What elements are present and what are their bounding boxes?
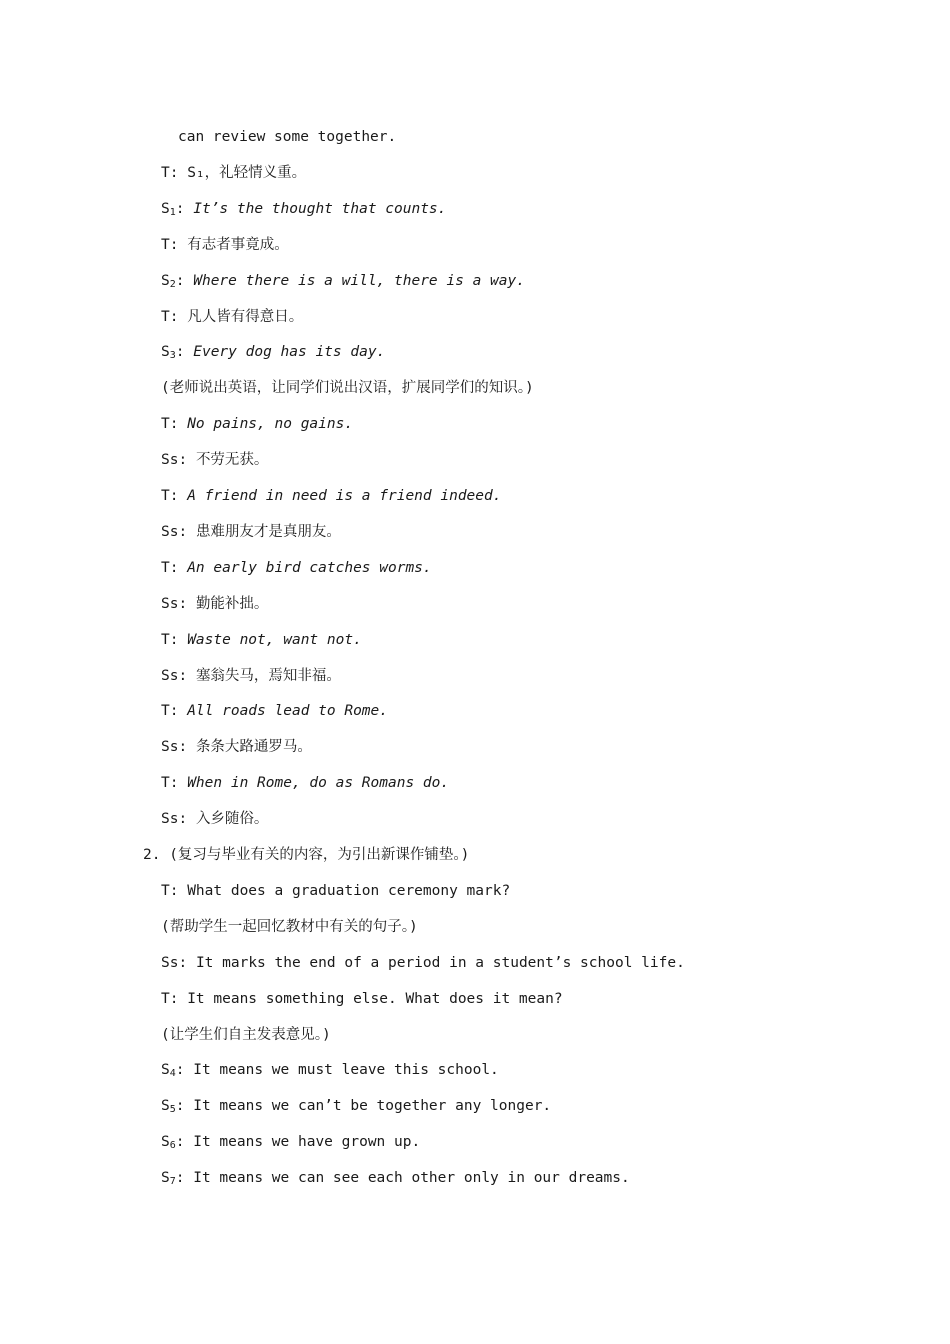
speaker-separator: : [178, 452, 196, 469]
speaker-label: T [161, 308, 170, 325]
line-text: An early bird catches worms. [187, 559, 432, 576]
line-text: (帮助学生一起回忆教材中有关的句子。) [161, 918, 418, 935]
line-text: 条条大路通罗马。 [195, 739, 312, 756]
line-text: Every dog has its day. [193, 344, 386, 361]
speaker-separator: : [169, 416, 188, 433]
speaker-label: T [161, 488, 170, 504]
line-text: Where there is a will, there is a way. [193, 272, 525, 289]
dialogue-line [161, 989, 563, 1009]
speaker-label: T [161, 703, 170, 720]
dialogue-line [161, 342, 385, 362]
line-text: S₁，礼轻情义重。 [187, 164, 307, 181]
speaker-label: Ss [161, 739, 179, 756]
speaker-label: T [161, 775, 170, 792]
dialogue-line [161, 235, 289, 255]
speaker-separator: : [169, 631, 188, 648]
line-text: 入乡随俗。 [195, 811, 269, 828]
dialogue-line [161, 881, 510, 901]
speaker-label: T [161, 416, 170, 433]
line-text: 不劳无获。 [195, 452, 269, 469]
dialogue-line [161, 701, 388, 721]
line-text: (让学生们自主发表意见。) [161, 1026, 331, 1043]
speaker-label: T [161, 559, 170, 576]
speaker-separator: : [169, 164, 188, 181]
speaker-label: S [161, 272, 170, 289]
speaker-label: S [161, 1098, 170, 1115]
line-text: It means we can’t be together any longer. [193, 1098, 552, 1115]
speaker-number: 3 [169, 350, 176, 362]
line-text: A friend in need is a friend indeed. [187, 488, 502, 504]
line-text: can review some together. [178, 129, 397, 145]
line-text: It’s the thought that counts. [193, 200, 447, 217]
dialogue-line [161, 414, 353, 434]
speaker-number: 4 [169, 1068, 176, 1080]
teacher-note-line [161, 1025, 331, 1045]
speaker-separator: : [169, 775, 188, 792]
dialogue-line [161, 486, 501, 506]
speaker-separator: : [175, 1170, 194, 1187]
dialogue-line [161, 953, 685, 973]
speaker-label: T [161, 236, 170, 253]
speaker-label: Ss [161, 523, 179, 540]
speaker-number: 7 [169, 1176, 176, 1188]
speaker-label: Ss [161, 811, 179, 828]
line-text: Waste not, want not. [187, 631, 362, 648]
line-text: All roads lead to Rome. [187, 703, 388, 720]
speaker-separator: : [175, 1062, 194, 1079]
speaker-separator: : [169, 559, 188, 576]
speaker-separator: : [175, 200, 194, 217]
line-text: (老师说出英语，让同学们说出汉语，扩展同学们的知识。) [161, 380, 534, 397]
speaker-separator: : [175, 272, 194, 289]
speaker-label: S [161, 200, 170, 217]
line-text: 有志者事竟成。 [187, 236, 289, 253]
teacher-note-line [161, 917, 418, 937]
speaker-separator: : [175, 1134, 194, 1151]
speaker-number: 6 [169, 1140, 176, 1152]
line-text: 凡人皆有得意日。 [187, 308, 304, 325]
speaker-separator: : [169, 308, 188, 325]
speaker-separator: : [178, 954, 196, 971]
speaker-label: T [161, 631, 170, 648]
dialogue-line [161, 630, 362, 650]
dialogue-line [161, 558, 432, 578]
dialogue-line [161, 773, 449, 793]
dialogue-line [161, 737, 312, 757]
dialogue-line [161, 809, 268, 829]
continuation-line [178, 127, 396, 147]
dialogue-line [161, 1168, 630, 1188]
line-text: It means we have grown up. [193, 1134, 421, 1151]
dialogue-line [161, 594, 268, 614]
speaker-separator: : [169, 488, 188, 504]
speaker-separator: : [175, 1098, 194, 1115]
line-text: It marks the end of a period in a student’s school life. [195, 954, 685, 971]
speaker-separator: : [175, 344, 194, 361]
speaker-separator: : [178, 667, 196, 684]
speaker-label: S [161, 1170, 170, 1187]
line-text: What does a graduation ceremony mark? [187, 882, 511, 899]
speaker-separator: : [178, 523, 196, 540]
dialogue-line [161, 1096, 551, 1116]
speaker-separator: : [178, 595, 196, 612]
speaker-separator: : [169, 236, 188, 253]
speaker-label: T [161, 164, 170, 181]
speaker-label: T [161, 990, 170, 1007]
dialogue-line [161, 1060, 499, 1080]
dialogue-line [161, 666, 341, 686]
dialogue-line [161, 522, 341, 542]
line-text: It means we can see each other only in our dreams. [193, 1170, 630, 1187]
line-text: It means something else. What does it mean? [187, 990, 563, 1007]
speaker-separator: : [178, 739, 196, 756]
line-text: 2. (复习与毕业有关的内容，为引出新课作铺垫。) [143, 847, 470, 863]
speaker-label: Ss [161, 667, 179, 684]
line-text: 塞翁失马，焉知非福。 [195, 667, 341, 684]
line-text: No pains, no gains. [187, 416, 354, 433]
speaker-label: T [161, 882, 170, 899]
dialogue-line [161, 271, 525, 291]
teacher-note-line [161, 378, 534, 398]
line-text: 勤能补拙。 [195, 595, 269, 612]
speaker-number: 5 [169, 1104, 176, 1116]
speaker-label: Ss [161, 954, 179, 971]
speaker-label: Ss [161, 452, 179, 469]
line-text: 患难朋友才是真朋友。 [195, 523, 341, 540]
line-text: When in Rome, do as Romans do. [187, 775, 450, 792]
speaker-separator: : [169, 882, 188, 899]
dialogue-line [161, 199, 446, 219]
speaker-separator: : [169, 703, 188, 720]
dialogue-line [161, 163, 306, 183]
speaker-separator: : [178, 811, 196, 828]
speaker-label: S [161, 1134, 170, 1151]
dialogue-line [161, 450, 268, 470]
speaker-label: S [161, 1062, 170, 1079]
speaker-separator: : [169, 990, 188, 1007]
line-text: It means we must leave this school. [193, 1062, 499, 1079]
speaker-number: 1 [169, 206, 176, 218]
dialogue-line [161, 307, 303, 327]
section-heading-line [143, 845, 469, 865]
speaker-number: 2 [169, 278, 176, 290]
speaker-label: Ss [161, 595, 179, 612]
dialogue-line [161, 1132, 420, 1152]
speaker-label: S [161, 344, 170, 361]
